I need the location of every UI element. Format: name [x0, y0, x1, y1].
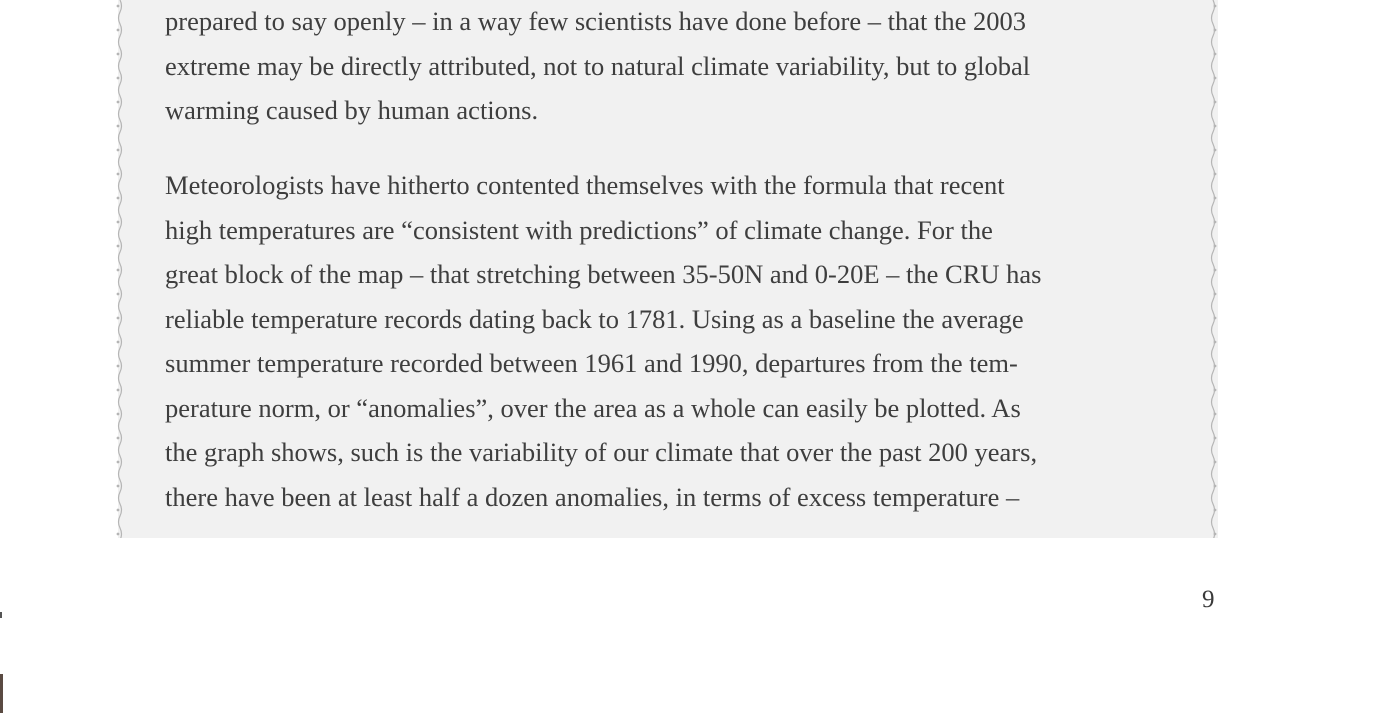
border-ornament-dot	[117, 125, 120, 128]
border-ornament-dot	[1214, 365, 1217, 368]
border-ornament-dot	[1214, 509, 1217, 512]
border-ornament-dot	[1214, 389, 1217, 392]
border-ornament-dot	[117, 29, 120, 32]
body-paragraph: prepared to say openly – in a way few scientists have done before – that the 2003 extreme may be directly attributed, not to natural climate variability, but to global warming caused by human actions.	[165, 6, 1031, 125]
border-ornament-dot	[1214, 293, 1217, 296]
border-ornament-dot	[1214, 461, 1217, 464]
body-paragraph: Meteorologists have hitherto contented themselves with the formula that recent high temperatures are “consistent with predictions” of climate change. For the great block of the map – that stretching between 35-50N and 0-20E – the CRU has reliable temperature records dating back to 1781. Using as a baseline the average summer temperature recorded between 1961 and 1990, departures from the tem- perature norm, or “anomalies”, over the area as a whole can easily be plotted. As the graph shows, such is the variability of our climate that over the past 200 years, there have been at least half a dozen anomalies, in terms of excess temperature –	[165, 170, 1042, 512]
border-ornament-dot	[117, 77, 120, 80]
border-ornament-dot	[117, 389, 120, 392]
border-ornament-dot	[1214, 77, 1217, 80]
scan-edge-mark	[0, 674, 3, 713]
border-ornament-dot	[1214, 485, 1217, 488]
scan-artifact	[0, 612, 2, 618]
border-ornament-dot	[117, 341, 120, 344]
border-ornament-dot	[1214, 149, 1217, 152]
border-ornament-dot	[1214, 125, 1217, 128]
border-ornament-dot	[1214, 317, 1217, 320]
border-ornament-dot	[1214, 245, 1217, 248]
border-ornament-dot	[1214, 29, 1217, 32]
border-ornament-dot	[1214, 53, 1217, 56]
border-ornament-dot	[1214, 269, 1217, 272]
border-ornament-dot	[1214, 533, 1217, 536]
border-ornament-dot	[117, 365, 120, 368]
border-ornament-dot	[117, 533, 120, 536]
border-ornament-dot	[117, 461, 120, 464]
border-ornament-dot	[117, 269, 120, 272]
border-ornament-dot	[117, 5, 120, 8]
border-ornament-dot	[117, 197, 120, 200]
border-ornament-dot	[117, 413, 120, 416]
border-ornament-dot	[117, 509, 120, 512]
page-number: 9	[1202, 586, 1215, 613]
border-ornament-dot	[117, 437, 120, 440]
border-ornament-dot	[117, 293, 120, 296]
border-ornament-dot	[1214, 101, 1217, 104]
border-ornament-dot	[117, 317, 120, 320]
border-ornament-dot	[1214, 437, 1217, 440]
decorative-border-left	[115, 0, 125, 538]
border-ornament-dot	[117, 485, 120, 488]
border-ornament-dot	[117, 53, 120, 56]
border-ornament-dot	[1214, 197, 1217, 200]
decorative-border-right	[1208, 0, 1218, 538]
border-ornament-dot	[1214, 221, 1217, 224]
border-ornament-dot	[117, 173, 120, 176]
border-ornament-dot	[117, 245, 120, 248]
border-ornament-dot	[117, 101, 120, 104]
border-ornament-dot	[1214, 173, 1217, 176]
border-ornament-dot	[1214, 413, 1217, 416]
border-ornament-dot	[1214, 5, 1217, 8]
border-ornament-dot	[117, 221, 120, 224]
border-ornament-dot	[117, 149, 120, 152]
border-ornament-dot	[1214, 341, 1217, 344]
